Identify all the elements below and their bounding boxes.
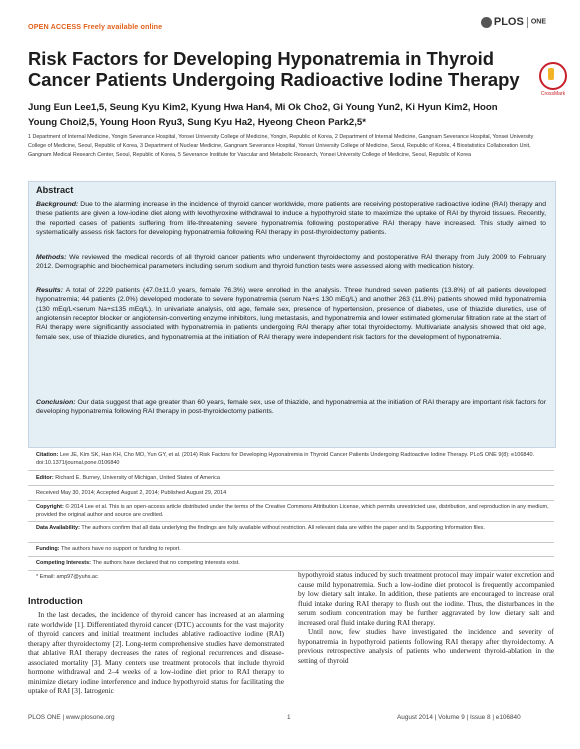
footer-page-number: 1	[287, 714, 291, 721]
abstract-background	[36, 200, 546, 237]
meta-divider	[28, 556, 554, 557]
copyright	[36, 503, 551, 519]
author-line-2: Young Choi2,5, Young Hoon Ryu3, Sung Kyu Ha2, Hyeong Cheon Park2,5*	[28, 117, 366, 128]
background-text: Due to the alarming increase in the incidence of thyroid cancer worldwide, more patients are receiving postoperative radioactive iodine (RAI) therapy and these patients are given a low-iodine diet along with levothyroxine withdrawal to induce a hypothyroid state to maximize the uptake of RAI by thyroid tissues. Recently, the reported cases of patients suffering from life-threatening severe hyponatremia following postoperative RAI therapy have increased. This study aimed to systematically assess risk factors for developing hyponatremia following RAI therapy in post-thyroidectomy patients.	[36, 201, 547, 237]
email-text: * Email: amp97@yuhs.ac	[36, 574, 98, 580]
meta-divider	[28, 470, 554, 471]
meta-divider	[28, 542, 554, 543]
crossmark-icon	[539, 62, 567, 90]
funding-text: The authors have no support or funding to report.	[60, 546, 181, 552]
abstract-conclusion	[36, 398, 546, 417]
availability-text: The authors confirm that all data underlying the findings are fully available without restriction. All relevant data are within the paper and its Supporting Information files.	[81, 525, 485, 531]
open-access-banner	[28, 22, 162, 31]
background-label: Background:	[36, 201, 79, 208]
crossmark-label: CrossMark	[540, 91, 566, 97]
abstract-heading: Abstract	[36, 185, 74, 195]
article-title: Risk Factors for Developing Hyponatremia in Thyroid Cancer Patients Undergoing Radioactive Iodine Therapy	[28, 48, 520, 90]
editor-label: Editor:	[36, 475, 54, 481]
journal-logo-text: PLOS	[493, 16, 524, 28]
editor	[36, 474, 551, 482]
free-availability-label: Freely available online	[83, 22, 163, 31]
plos-logo-icon	[481, 17, 492, 28]
publication-dates: Received May 30, 2014; Accepted August 2, 2014; Published August 29, 2014	[36, 490, 227, 496]
citation-label: Citation:	[36, 452, 59, 458]
editor-text: Richard E. Burney, University of Michigan, United States of America	[55, 475, 220, 481]
conclusion-label: Conclusion:	[36, 399, 76, 406]
introduction-heading: Introduction	[28, 595, 83, 606]
methods-text: We reviewed the medical records of all thyroid cancer patients who underwent thyroidectomy and postoperative RAI therapy from July 2009 to February 2012. Demographic and biochemical parameters including serum sodium and thyroid function tests were assessed along with medication history.	[36, 254, 546, 271]
funding-label: Funding:	[36, 546, 60, 552]
copyright-text: © 2014 Lee et al. This is an open-access article distributed under the terms of the Creative Commons Attribution License, which permits unrestricted use, distribution, and reproduction in any medium, provided the original author and source are credited.	[36, 504, 549, 519]
journal-suffix: ONE	[530, 18, 546, 26]
author-list	[28, 100, 538, 130]
meta-divider	[28, 521, 554, 522]
results-text: A total of 2229 patients (47.0±11.0 years, female 76.3%) were enrolled in the analysis. Three hundred seven patients (13.8%) of all patients developed hyponatremia; 44 patients (2.0%) developed moderate to severe hyponatremia (serum Na+≤ 130 mEq/L) and another 263 (11.8%) patients showed mild hyponatremia (130 mEq/L<serum Na+≤135 mEq/L). In univariate analysis, old age, female sex, presence of hypertension, presence of diabetes, use of thiazide diuretics, use of angiotensin receptor blocker or angiotensin-converting enzyme inhibitors, lung metastasis, and hyponatremia and lower estimated glomerular filtration rate at the start of RAI therapy were significantly associated with hyponatremia in patients undergoing RAI therapy after total thyroidectomy. Multivariate analysis showed that old age, female sex, use of thiazide diuretics, and hyponatremia at the initiation of RAI therapy were independent risk factors for the development of hyponatremia.	[36, 287, 546, 341]
competing-label: Competing Interests:	[36, 560, 92, 566]
intro-left-column	[28, 610, 284, 696]
open-access-label: OPEN ACCESS	[28, 22, 82, 31]
journal-logo[interactable]	[481, 16, 546, 28]
citation-text: Lee JE, Kim SK, Han KH, Cho MO, Yun GY, et al. (2014) Risk Factors for Developing Hyponatremia in Thyroid Cancer Patients Undergoing Radioactive Iodine Therapy. PLoS ONE 9(8): e106840. doi:10.1371/journal.pone.0106840	[36, 452, 535, 467]
meta-divider	[28, 500, 554, 501]
methods-label: Methods:	[36, 254, 67, 261]
intro-paragraph: Until now, few studies have investigated the incidence and severity of hyponatremia in hypothyroid patients following RAI therapy after thyroidectomy. A previous retrospective analysis of patients who underwent thyroid-ablation in the setting of thyroid	[298, 627, 554, 665]
conclusion-text: Our data suggest that age greater than 60 years, female sex, use of thiazide, and hyponatremia at the initiation of RAI therapy are important risk factors for developing hyponatremia following RAI therapy in post-thyroidectomy patients.	[36, 399, 547, 416]
availability-label: Data Availability:	[36, 525, 80, 531]
abstract-results	[36, 286, 546, 342]
results-label: Results:	[36, 287, 64, 294]
intro-right-column	[298, 570, 554, 665]
copyright-label: Copyright:	[36, 504, 64, 510]
competing-interests	[36, 559, 551, 567]
intro-paragraph: In the last decades, the incidence of thyroid cancer has increased at an alarming rate worldwide [1]. Differentiated thyroid cancer (DTC) accounts for the vast majority of thyroid cancers and initial treatment includes ablative radioactive iodine (RAI) therapy after thyroidectomy [2]. Long-term comprehensive studies have demonstrated that ablative RAI therapy decreases the rates of regional recurrences and disease-associated mortality [3]. Many centers use treatment protocols that include thyroid hormone withdrawal and 2–4 weeks of a low-iodine diet prior to RAI therapy to minimize dietary iodine interference and induce hypothyroid status for facilitating the uptake of RAI [3]. Iatrogenic	[28, 610, 284, 696]
author-line-1: Jung Eun Lee1,5, Seung Kyu Kim2, Kyung Hwa Han4, Mi Ok Cho2, Gi Young Yun2, Ki Hyun Kim2, Hoon	[28, 102, 498, 113]
funding	[36, 545, 551, 553]
competing-text: The authors have declared that no competing interests exist.	[92, 560, 240, 566]
abstract-methods	[36, 253, 546, 272]
meta-divider	[28, 485, 554, 486]
data-availability	[36, 524, 551, 532]
crossmark-badge[interactable]	[535, 62, 571, 97]
logo-divider	[527, 17, 528, 28]
footer-journal[interactable]: PLOS ONE | www.plosone.org	[28, 714, 115, 721]
intro-paragraph: hypothyroid status induced by such treatment protocol may impair water excretion and cause mild hyponatremia. Such a low-iodine diet protocol is frequently accompanied by low dietary salt intake. In addition, these patients are encouraged to increase oral fluid intake during RAI therapy to flush out the iodine. Thus, the disturbances in the serum sodium concentration may be further aggravated by low dietary salt and increased oral fluid intake during RAI therapy.	[298, 570, 554, 627]
footer-issue: August 2014 | Volume 9 | Issue 8 | e106840	[397, 714, 521, 721]
citation	[36, 451, 551, 467]
affiliations: 1 Department of Internal Medicine, Yongin Severance Hospital, Yonsei University College of Medicine, Yongin, Republic of Korea, 2 Department of Internal Medicine, Gangnam Severance Hospital, Yonsei University College of Medicine, Seoul, Republic of Korea, 3 Department of Nuclear Medicine, Gangnam Severance Hospital, Yonsei University College of Medicine, Seoul, Republic of Korea, 4 Biostatistics Collaboration Unit, Gangnam Medical Research Center, Seoul, Republic of Korea, 5 Severance Institute for Vascular and Metabolic Research, Yonsei University College of Medicine, Seoul, Republic of Korea	[28, 134, 534, 158]
